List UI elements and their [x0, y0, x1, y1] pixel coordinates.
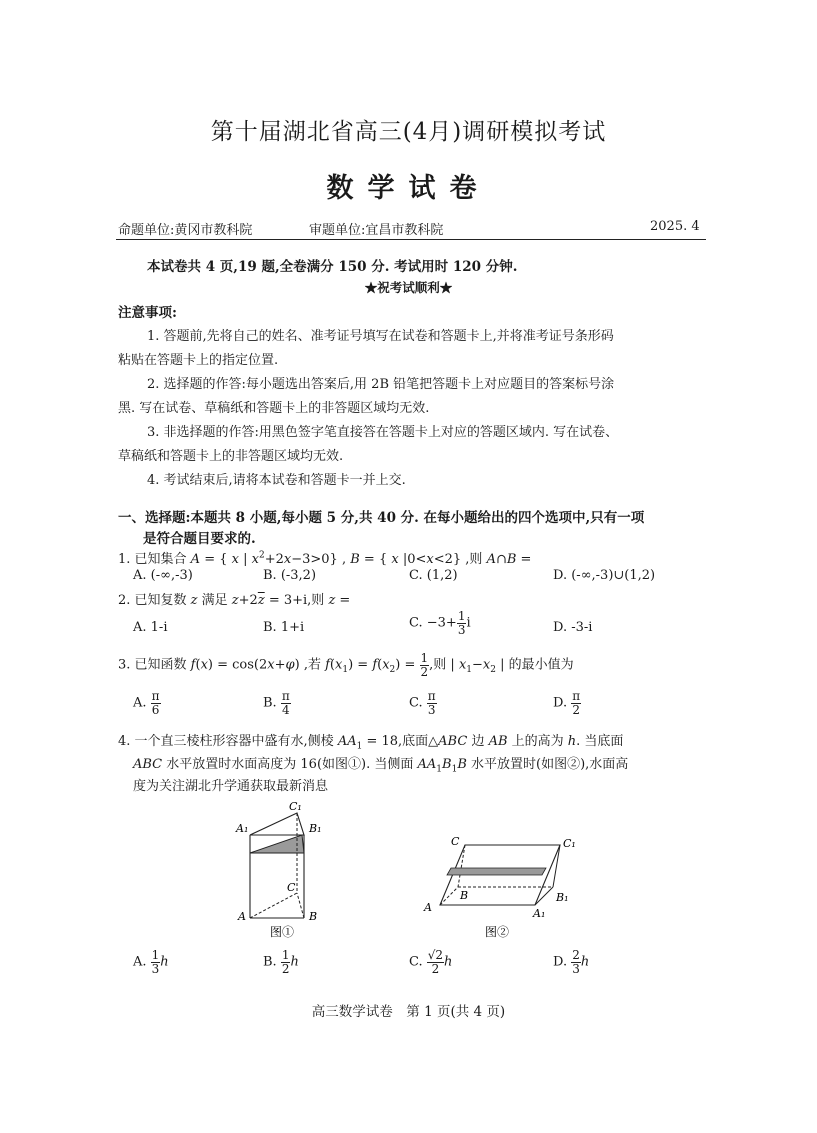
notice-item-4: 4. 考试结束后,请将本试卷和答题卡一并上交. — [147, 473, 406, 488]
page-footer: 高三数学试卷 第 1 页(共 4 页) — [311, 1004, 506, 1020]
question-3-option-b: B. $\frac{\pi}{4}$ — [263, 689, 290, 717]
question-2-option-b: B. 1+i — [263, 620, 305, 635]
question-1-stem: 1. 已知集合 A = { x | $x^2+2x-3>0$} , B = { x |0<x<2} ,则 A∩B = — [118, 550, 532, 567]
notice-item-1-line-1: 1. 答题前,先将自己的姓名、准考证号填写在试卷和答题卡上,并将准考证号条形码 — [147, 329, 614, 344]
question-2-stem: 2. 已知复数 z 满足 $z+2\overline{z} = 3+i$,则 z = — [118, 593, 351, 608]
question-4-stem-line-2: ABC 水平放置时水面高度为 16(如图①). 当侧面 $AA_1B_1B$ 水平放置时(如图②),水面高 — [133, 757, 629, 775]
svg-text:A: A — [238, 910, 246, 923]
svg-text:B: B — [460, 889, 469, 902]
notice-item-2-line-2: 黑. 写在试卷、草稿纸和答题卡上的非答题区域均无效. — [118, 401, 430, 416]
notice-item-3-line-2: 草稿纸和答题卡上的非答题区域均无效. — [118, 449, 344, 464]
question-4-option-d: D. $\frac{2}{3}$ h — [553, 948, 590, 976]
author-unit: 命题单位:黄冈市教科院 — [118, 223, 253, 238]
exam-date: 2025. 4 — [650, 219, 700, 234]
svg-text:B₁: B₁ — [556, 891, 569, 904]
notice-item-3-line-1: 3. 非选择题的作答:用黑色签字笔直接答在答题卡上对应的答题区域内. 写在试卷、 — [147, 425, 619, 440]
question-3-option-d: D. $\frac{\pi}{2}$ — [553, 689, 581, 717]
figure-1-upright-prism — [232, 790, 342, 940]
question-2-option-c: C. −3+ $\frac{1}{3}$ i — [409, 609, 471, 637]
svg-text:C₁: C₁ — [563, 837, 576, 850]
figure-2-label: 图② — [485, 925, 510, 939]
question-1-option-b: B. (-3,2) — [263, 568, 317, 583]
exam-info: 本试卷共 4 页,19 题,全卷满分 150 分. 考试用时 120 分钟. — [147, 259, 518, 275]
figure-1-label: 图① — [270, 925, 295, 939]
figure-2-tilted-prism — [415, 825, 590, 940]
question-2-option-a: A. 1-i — [133, 620, 168, 635]
notice-item-1-line-2: 粘贴在答题卡上的指定位置. — [118, 353, 279, 368]
section-1-heading-line-2: 是符合题目要求的. — [143, 531, 256, 547]
svg-text:B: B — [309, 910, 318, 923]
question-4-option-b: B. $\frac{1}{2}$ h — [263, 948, 299, 976]
good-luck-line: ★祝考试顺利★ — [364, 280, 453, 295]
notice-item-2-line-1: 2. 选择题的作答:每小题选出答案后,用 2B 铅笔把答题卡上对应题目的答案标号涂 — [147, 377, 615, 392]
question-1-option-a: A. (-∞,-3) — [133, 568, 193, 583]
question-4-option-a: A. $\frac{1}{3}$ h — [133, 948, 169, 976]
question-3-option-a: A. $\frac{\pi}{6}$ — [133, 689, 160, 717]
svg-text:B₁: B₁ — [309, 822, 322, 835]
notice-title: 注意事项: — [118, 305, 177, 321]
question-3-option-c: C. $\frac{\pi}{3}$ — [409, 689, 436, 717]
question-2-option-d: D. -3-i — [553, 620, 593, 635]
question-1-option-d: D. (-∞,-3)∪(1,2) — [553, 568, 656, 583]
paper-subtitle: 数学试卷 — [326, 173, 491, 204]
exam-title: 第十届湖北省高三(4月)调研模拟考试 — [210, 119, 607, 145]
question-1-option-c: C. (1,2) — [409, 568, 458, 583]
svg-text:A: A — [424, 901, 432, 914]
question-4-stem-line-1: 4. 一个直三棱柱形容器中盛有水,侧棱 $AA_1 = 18$,底面△ABC 边 AB 上的高为 h. 当底面 — [118, 734, 624, 752]
svg-text:C: C — [287, 881, 296, 894]
question-4-stem-line-3: 度为关注湖北升学通获取最新消息 — [133, 779, 329, 794]
svg-text:A₁: A₁ — [236, 822, 249, 835]
svg-text:A₁: A₁ — [533, 907, 546, 920]
question-3-stem: 3. 已知函数 f(x) = cos(2x+φ) ,若 $f(x_1) = f(x_2)$ = $\frac{1}{2}$ ,则 | $x_1-x_2$ | 的最小值为 — [118, 651, 574, 679]
review-unit: 审题单位:宜昌市教科院 — [309, 223, 444, 238]
svg-text:C₁: C₁ — [289, 800, 302, 813]
header-divider — [116, 239, 706, 240]
section-1-heading-line-1: 一、选择题:本题共 8 小题,每小题 5 分,共 40 分. 在每小题给出的四个选项中,只有一项 — [118, 510, 645, 526]
question-4-option-c: C. $\frac{√2}{2}$ h — [409, 948, 453, 976]
svg-text:C: C — [451, 835, 460, 848]
